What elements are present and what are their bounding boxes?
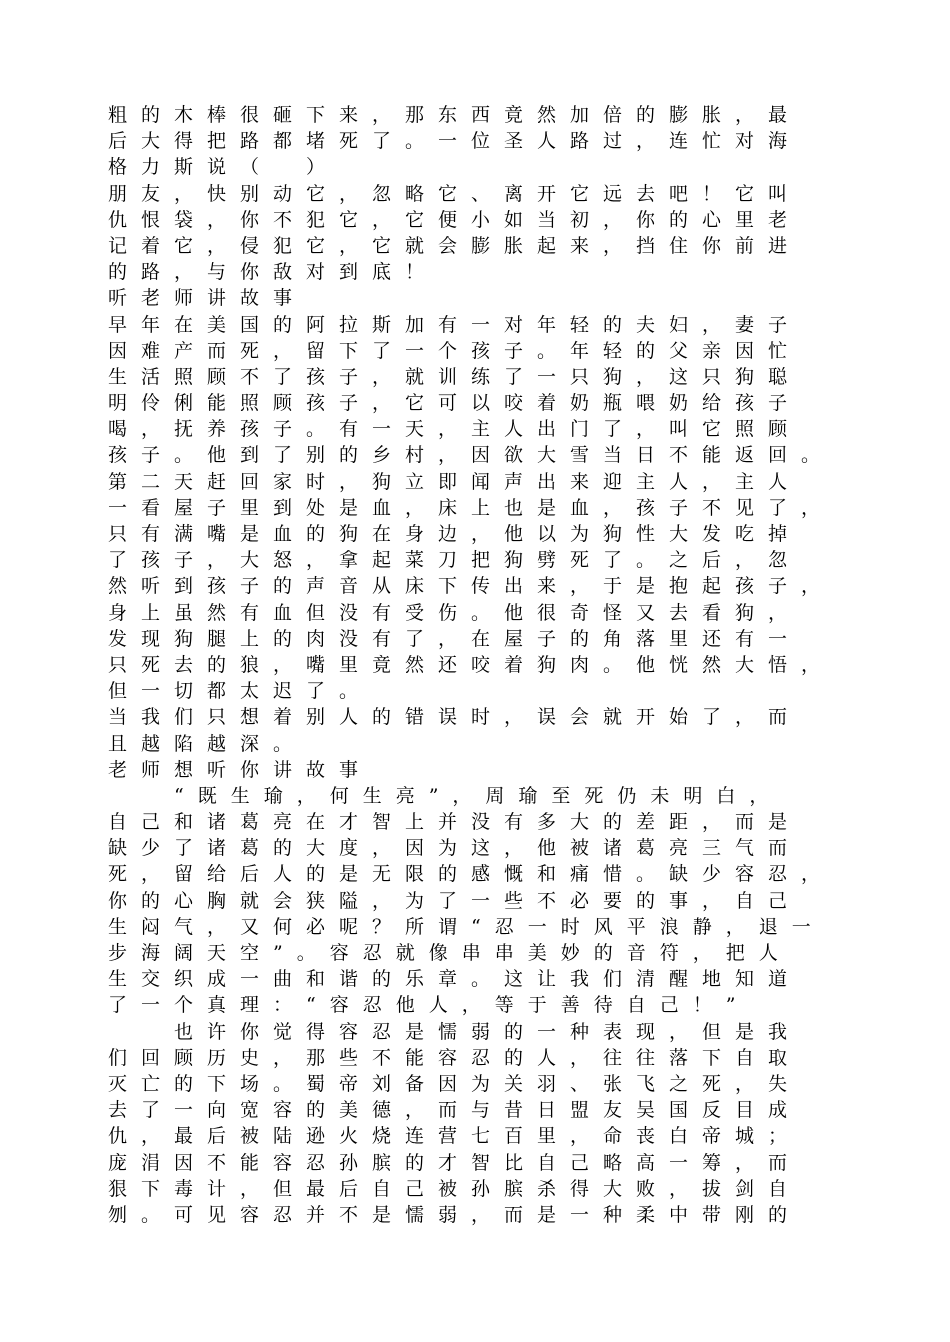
text-line: 仇，最后被陆逊火烧连营七百里，命丧白帝城；	[108, 1125, 802, 1148]
text-line: 生闷气，又何必呢？所谓“忍一时风平浪静，退一	[108, 915, 825, 938]
text-line: 后大得把路都堵死了。一位圣人路过，连忙对海	[108, 130, 802, 153]
text-line: 只死去的狼，嘴里竟然还咬着狗肉。他恍然大悟，	[108, 653, 835, 676]
text-line: 且越陷越深。	[108, 732, 307, 755]
text-line: 也许你觉得容忍是懦弱的一种表现，但是我	[174, 1020, 802, 1043]
text-line: 然听到孩子的声音从床下传出来，于是抱起孩子，	[108, 575, 835, 598]
text-line: 喝，抚养孩子。有一天，主人出门了，叫它照顾	[108, 418, 802, 441]
text-line: 自己和诸葛亮在才智上并没有多大的差距，而是	[108, 811, 802, 834]
text-line: 了孩子，大怒，拿起菜刀把狗劈死了。之后，忽	[108, 549, 802, 572]
text-line: 一看屋子里到处是血，床上也是血，孩子不见了，	[108, 496, 835, 519]
text-line: 发现狗腿上的肉没有了，在屋子的角落里还有一	[108, 627, 802, 650]
text-line: 格力斯说（ ）	[108, 156, 340, 179]
text-line: 朋友，快别动它，忽略它、离开它远去吧！它叫	[108, 182, 802, 205]
text-line: 但一切都太迟了。	[108, 680, 373, 703]
text-line: 你的心胸就会狭隘，为了一些不必要的事，自己	[108, 889, 802, 912]
text-line: 生活照顾不了孩子，就训练了一只狗，这只狗聪	[108, 365, 802, 388]
text-line: 因难产而死，留下了一个孩子。年轻的父亲因忙	[108, 339, 802, 362]
text-line: 庞涓因不能容忍孙膑的才智比自己略高一筹，而	[108, 1151, 802, 1174]
text-line: 狠下毒计，但最后自己被孙膑杀得大败，拔剑自	[108, 1177, 802, 1200]
text-line: 生交织成一曲和谐的乐章。这让我们清醒地知道	[108, 968, 802, 991]
text-line: 明伶俐能照顾孩子，它可以咬着奶瓶喂奶给孩子	[108, 392, 802, 415]
section-heading: 老师想听你讲故事	[108, 758, 373, 781]
text-line: 仇恨袋，你不犯它，它便小如当初，你的心里老	[108, 208, 802, 231]
text-line: 刎。可见容忍并不是懦弱，而是一种柔中带刚的	[108, 1203, 802, 1226]
text-line: 身上虽然有血但没有受伤。他很奇怪又去看狗，	[108, 601, 802, 624]
text-line: 步海阔天空”。容忍就像串串美妙的音符，把人	[108, 942, 792, 964]
text-line: 缺少了诸葛的大度，因为这，他被诸葛亮三气而	[108, 837, 802, 860]
text-line: 灭亡的下场。蜀帝刘备因为关羽、张飞之死，失	[108, 1072, 802, 1095]
text-line: 了一个真理：“容忍他人，等于善待自己！”	[108, 994, 750, 1017]
text-line: 们回顾历史，那些不能容忍的人，往往落下自取	[108, 1046, 802, 1069]
text-line: 死，留给后人的是无限的感慨和痛惜。缺少容忍，	[108, 863, 835, 886]
text-line: 去了一向宽容的美德，而与昔日盟友吴国反目成	[108, 1099, 802, 1122]
text-line: 当我们只想着别人的错误时，误会就开始了，而	[108, 706, 802, 729]
section-heading: 听老师讲故事	[108, 287, 307, 310]
text-line: 孩子。他到了别的乡村，因欲大雪当日不能返回。	[108, 444, 835, 467]
text-line: 的路，与你敌对到底！	[108, 261, 439, 284]
text-line: 粗的木棒很砸下来，那东西竟然加倍的膨胀，最	[108, 104, 802, 126]
text-line: 第二天赶回家时，狗立即闻声出来迎主人，主人	[108, 470, 802, 493]
document-body	[108, 102, 878, 1228]
text-line: 记着它，侵犯它，它就会膨胀起来，挡住你前进	[108, 234, 802, 257]
text-line: “既生瑜，何生亮”，周瑜至死仍未明白，	[174, 784, 783, 807]
text-line: 早年在美国的阿拉斯加有一对年轻的夫妇，妻子	[108, 313, 802, 336]
text-line: 只有满嘴是血的狗在身边，他以为狗性大发吃掉	[108, 523, 802, 545]
